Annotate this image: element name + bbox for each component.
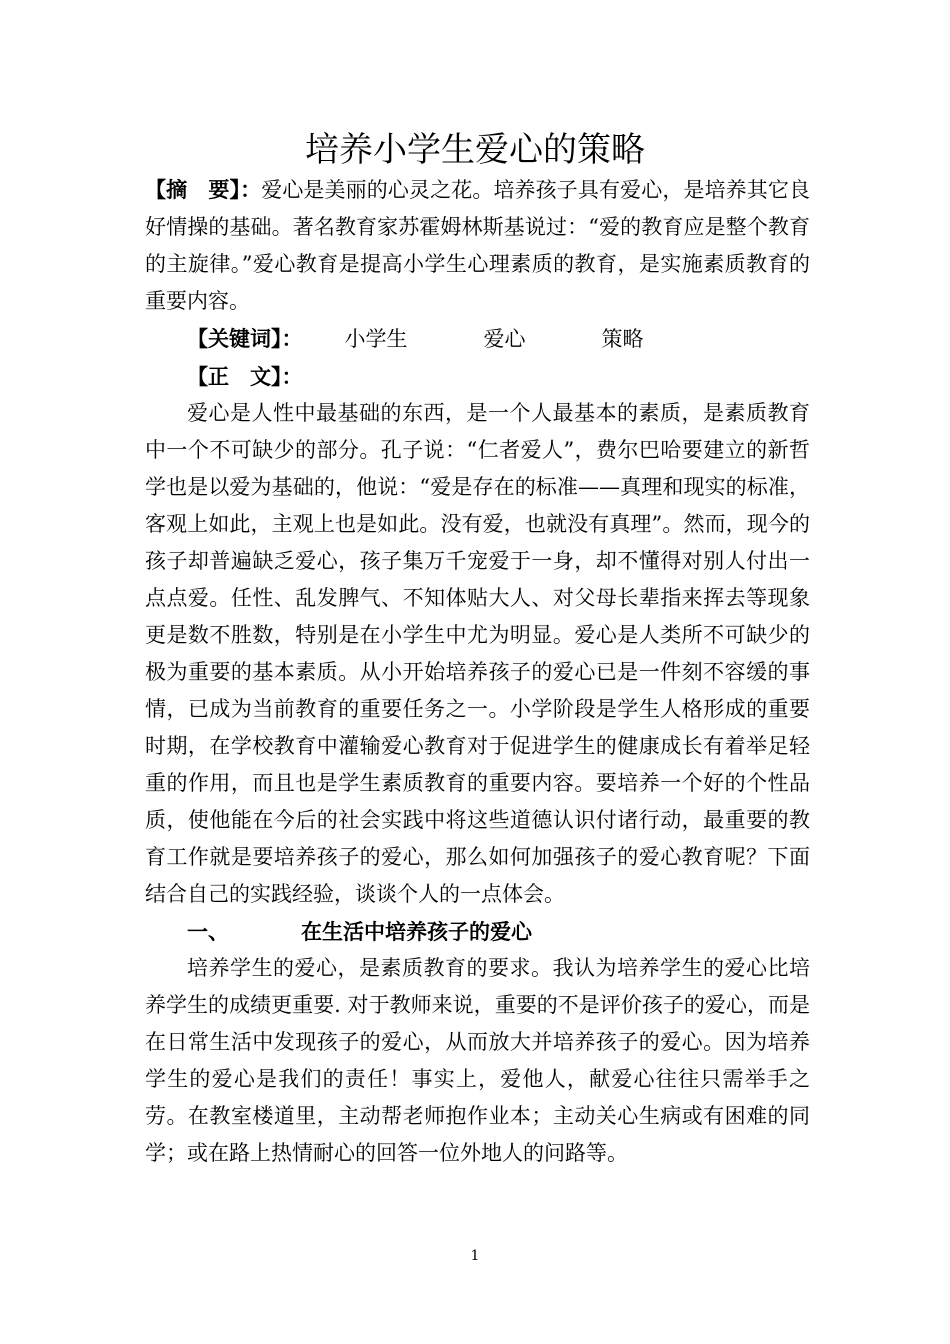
document-body (145, 171, 810, 1172)
section-paragraph: 培养学生的爱心，是素质教育的要求。我认为培养学生的爱心比培养学生的成绩更重要. 对于教师来说，重要的不是评价孩子的爱心，而是在日常生活中发现孩子的爱心，从而放大并培养孩子的爱心。因为培养学生的爱心是我们的责任！事实上，爱他人，献爱心往往只需举手之劳。在教室楼道里，主动帮老师抱作业本；主动关心生病或有困难的同学；或在路上热情耐心的回答一位外地人的问路等。 (145, 956, 810, 1165)
keywords-colon: ： (281, 326, 303, 351)
abstract-paragraph (145, 171, 810, 320)
keyword-item: 小学生 (344, 327, 408, 351)
section-number: 一、 (187, 919, 229, 944)
keywords-label: 【关键词】 (187, 326, 282, 351)
keyword-item: 策略 (601, 327, 644, 351)
section-heading (145, 913, 810, 950)
document-title: 培养小学生爱心的策略 (305, 130, 645, 170)
body-label: 【正 文】： (187, 364, 303, 389)
abstract-text: 爱心是美丽的心灵之花。培养孩子具有爱心，是培养其它良好情操的基础。著名教育家苏霍姆林斯基说过：“爱的教育应是整个教育的主旋律。”爱心教育是提高小学生心理素质的教育，是实施素质教育的重要内容。 (145, 178, 811, 313)
abstract-label: 【摘 要】 (145, 177, 241, 202)
page-number: 1 (470, 1248, 480, 1264)
keywords-line (145, 320, 810, 358)
keyword-item: 爱心 (483, 327, 526, 351)
abstract-colon: ： (240, 177, 262, 202)
intro-paragraph: 爱心是人性中最基础的东西，是一个人最基本的素质，是素质教育中一个不可缺少的部分。孔子说：“仁者爱人”，费尔巴哈要建立的新哲学也是以爱为基础的，他说：“爱是存在的标准——真理和现实的标准，客观上如此，主观上也是如此。没有爱，也就没有真理”。然而，现今的孩子却普遍缺乏爱心，孩子集万千宠爱于一身，却不懂得对别人付出一点点爱。任性、乱发脾气、不知体贴大人、对父母长辈指来挥去等现象更是数不胜数，特别是在小学生中尤为明显。爱心是人类所不可缺少的极为重要的基本素质。从小开始培养孩子的爱心已是一件刻不容缓的事情，已成为当前教育的重要任务之一。小学阶段是学生人格形成的重要时期，在学校教育中灌输爱心教育对于促进学生的健康成长有着举足轻重的作用，而且也是学生素质教育的重要内容。要培养一个好的个性品质，使他能在今后的社会实践中将这些道德认识付诸行动，最重要的教育工作就是要培养孩子的爱心，那么如何加强孩子的爱心教育呢？下面结合自己的实践经验，谈谈个人的一点体会。 (145, 401, 810, 906)
section-title: 在生活中培养孩子的爱心 (301, 919, 532, 944)
